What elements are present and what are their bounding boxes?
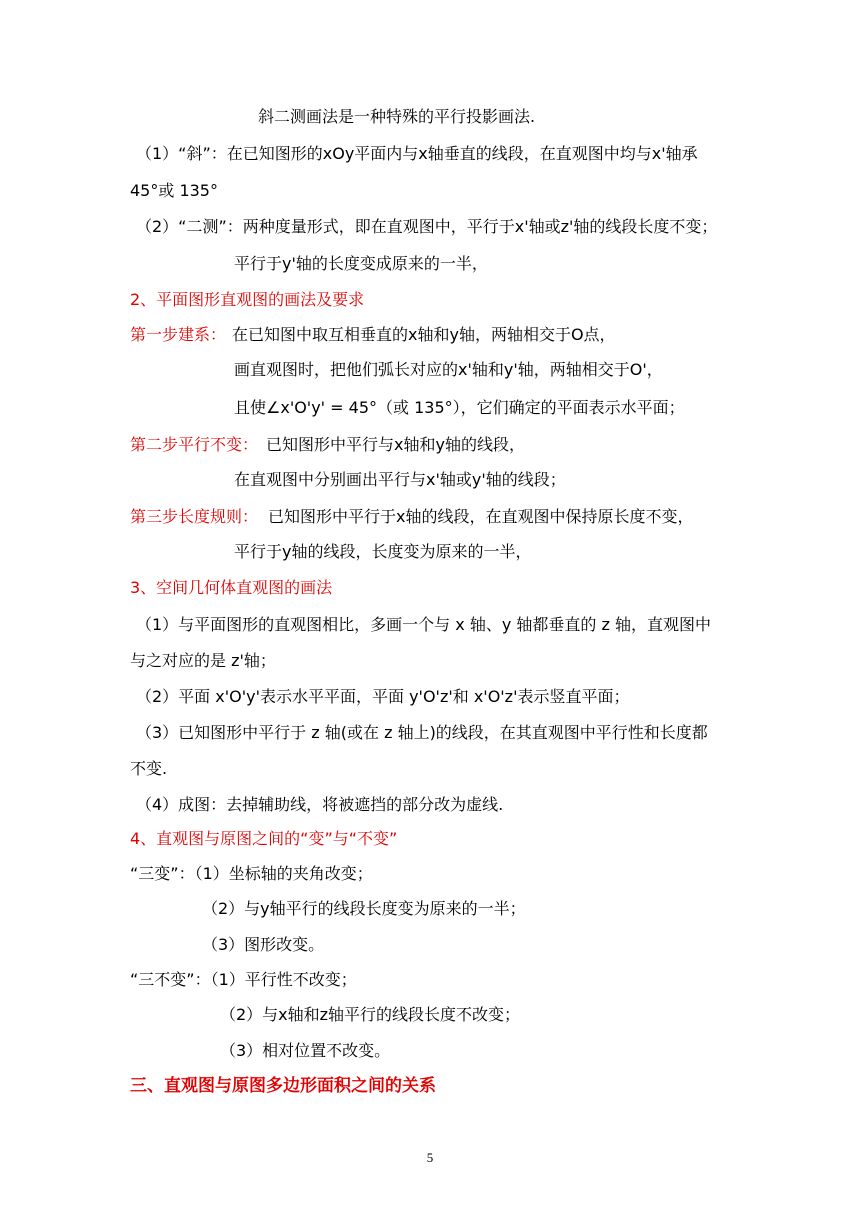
body-line: 平行于y轴的线段，长度变为原来的一半， [234,542,532,561]
section-heading: 3、空间几何体直观图的画法 [130,578,333,597]
body-line: 已知图形中平行于x轴的线段，在直观图中保持原长度不变， [268,507,694,526]
page-number: 5 [426,1150,434,1165]
body-line: 与之对应的是 z'轴； [130,651,276,670]
section-heading: 2、平面图形直观图的画法及要求 [130,290,365,309]
body-line: （2）与y轴平行的线段长度变为原来的一半； [202,899,526,918]
body-line: 已知图形中平行与x轴和y轴的线段， [266,435,525,454]
body-line: 45°或 135° [130,181,218,200]
body-line: 平行于y'轴的长度变成原来的一半， [234,254,488,273]
body-line: （3）已知图形中平行于 z 轴(或在 z 轴上)的线段，在其直观图中平行性和长度都 [136,723,708,742]
body-line: 画直观图时，把他们弧长对应的x'轴和y'轴，两轴相交于O'， [234,360,663,379]
section-heading: 4、直观图与原图之间的“变”与“不变” [130,829,398,848]
step-label: 第三步长度规则： [130,507,259,526]
body-line: （2）“二测”：两种度量形式，即在直观图中，平行于x'轴或z'轴的线段长度不变； [136,217,718,236]
body-line: “三变”：（1）坐标轴的夹角改变； [130,864,373,883]
chapter-heading: 三、直观图与原图多边形面积之间的关系 [130,1076,436,1096]
body-line: （3）相对位置不改变。 [220,1041,391,1060]
step-label: 第一步建系： [130,325,227,344]
step-label: 第二步平行不变： [130,435,259,454]
body-line: （1）“斜”：在已知图形的xOy平面内与x轴垂直的线段，在直观图中均与x'轴承 [136,144,698,163]
body-line: （4）成图：去掉辅助线，将被遮挡的部分改为虚线. [136,795,504,814]
body-line: 且使∠x'O'y' = 45°（或 135°），它们确定的平面表示水平面； [234,398,685,417]
body-line: “三不变”：（1）平行性不改变； [130,970,357,989]
body-line: （1）与平面图形的直观图相比，多画一个与 x 轴、y 轴都垂直的 z 轴，直观图中 [136,615,711,634]
body-line: 在直观图中分别画出平行与x'轴或y'轴的线段； [234,470,566,489]
body-line: （3）图形改变。 [202,935,325,954]
body-line: 在已知图中取互相垂直的x轴和y轴，两轴相交于O点， [232,325,616,344]
body-line: 不变. [130,759,168,778]
body-line: （2）平面 x'O'y'表示水平平面，平面 y'O'z'和 x'O'z'表示竖直平面； [136,687,630,706]
body-line: （2）与x轴和z轴平行的线段长度不改变； [220,1005,521,1024]
intro-line: 斜二测画法是一种特殊的平行投影画法. [258,107,536,126]
